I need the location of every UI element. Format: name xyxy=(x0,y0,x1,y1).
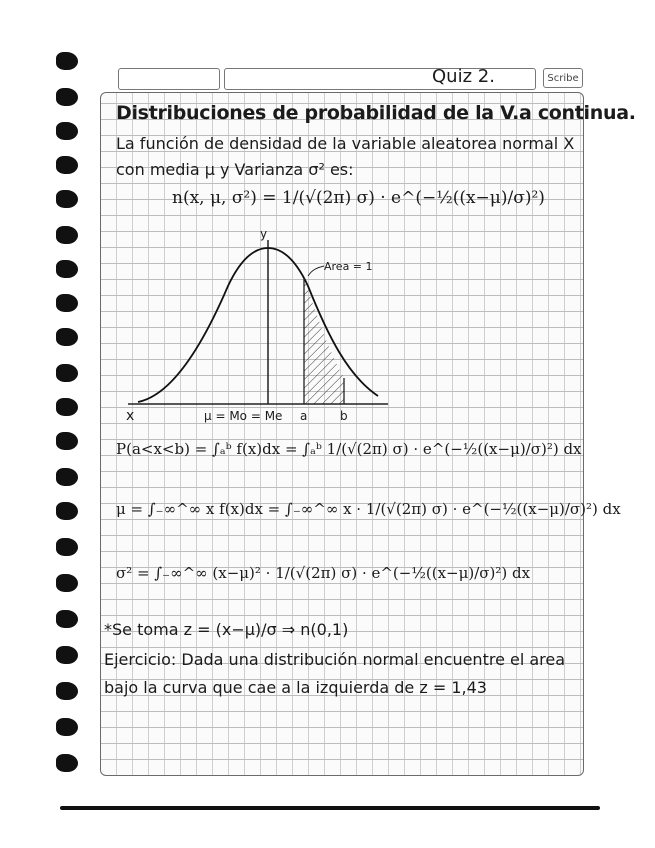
intro-line-2: con media μ y Varianza σ² es: xyxy=(116,160,354,179)
page-title: Distribuciones de probabilidad de la V.a continua. xyxy=(116,102,636,124)
area-label: Area = 1 xyxy=(324,260,373,273)
standardize-line: *Se toma z = (x−μ)/σ ⇒ n(0,1) xyxy=(104,620,349,639)
y-axis-label: y xyxy=(260,227,268,241)
intro-line-1: La función de densidad de la variable aleatorea normal X xyxy=(116,134,575,153)
density-formula: n(x, μ, σ²) = 1/(√(2π) σ) · e^(−½((x−μ)/σ)²) xyxy=(172,188,545,208)
quiz-label: Quiz 2. xyxy=(432,66,495,87)
hatched-area xyxy=(304,278,344,404)
a-label: a xyxy=(300,409,308,423)
area-leader xyxy=(308,266,324,276)
x-axis-label: x xyxy=(126,408,135,424)
page-bottom-edge xyxy=(60,806,600,810)
normal-curve-graph xyxy=(118,226,398,424)
probability-formula: P(a<x<b) = ∫ₐᵇ f(x)dx = ∫ₐᵇ 1/(√(2π) σ) · e^(−½((x−μ)/σ)²) dx xyxy=(116,440,582,458)
date-box xyxy=(118,68,220,90)
variance-formula: σ² = ∫₋∞^∞ (x−μ)² · 1/(√(2π) σ) · e^(−½((x−μ)/σ)²) dx xyxy=(116,564,531,582)
exercise-line-2: bajo la curva que cae a la izquierda de z = 1,43 xyxy=(104,678,487,697)
center-label: μ = Mo = Me xyxy=(204,409,283,423)
b-label: b xyxy=(340,409,348,423)
mean-formula: μ = ∫₋∞^∞ x f(x)dx = ∫₋∞^∞ x · 1/(√(2π) σ) · e^(−½((x−μ)/σ)²) dx xyxy=(116,500,621,518)
exercise-line-1: Ejercicio: Dada una distribución normal encuentre el area xyxy=(104,650,566,669)
scribe-logo: Scribe xyxy=(543,68,583,88)
